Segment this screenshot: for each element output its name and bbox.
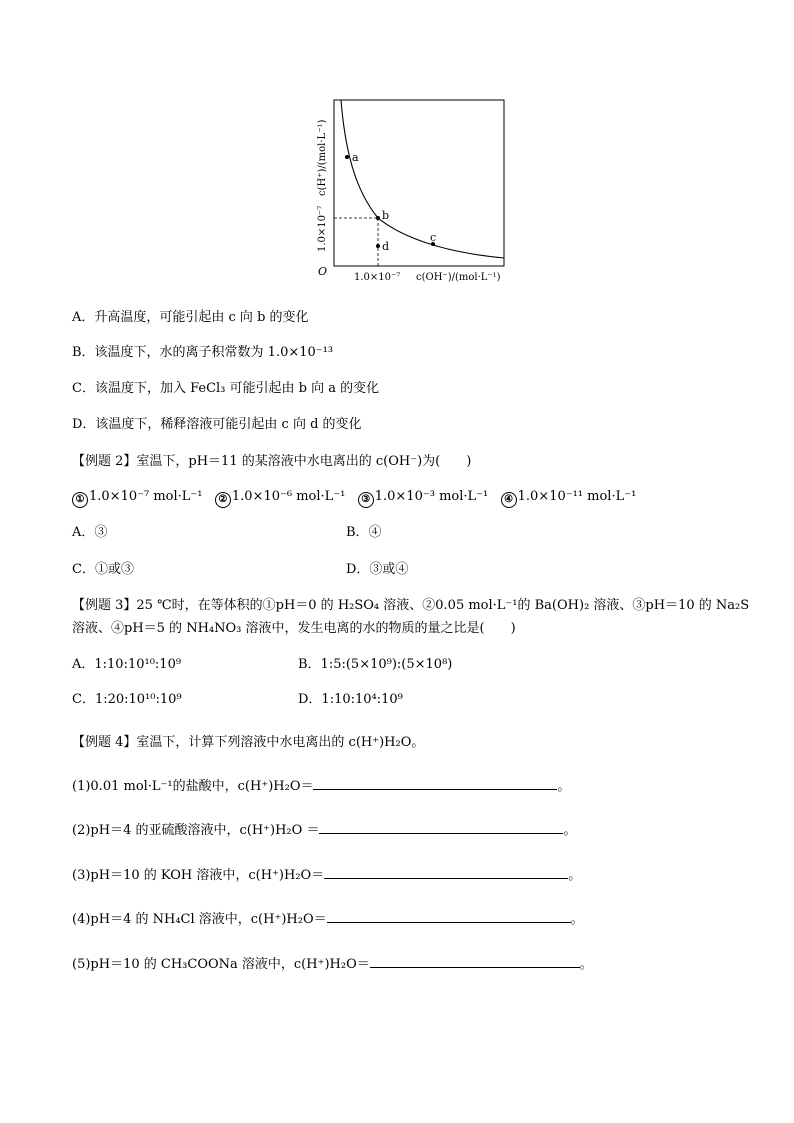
q1-option-c: C．该温度下，加入 FeCl₃ 可能引起由 b 向 a 的变化 <box>72 381 380 396</box>
q4-item-2: (2)pH＝4 的亚硫酸溶液中，c(H⁺)H₂O ＝ 。 <box>72 823 577 838</box>
q3-stem-line-1: 【例题 3】25 ℃时，在等体积的①pH＝0 的 H₂SO₄ 溶液、②0.05 mol·L⁻¹的 Ba(OH)₂ 溶液、③pH＝10 的 Na₂S <box>72 598 750 613</box>
kw-curve-figure <box>0 0 794 300</box>
q4-item-4: (4)pH＝4 的 NH₄Cl 溶液中，c(H⁺)H₂O＝ 。 <box>72 912 584 927</box>
x-tick-label: 1.0×10⁻⁷ <box>354 272 401 283</box>
figure-frame <box>334 100 504 266</box>
q3-option-b: B．1:5:(5×10⁹):(5×10⁸) <box>298 657 453 672</box>
answer-blank-2[interactable] <box>319 821 563 834</box>
point-b-label: b <box>382 209 390 222</box>
q2-option-b: B．④ <box>346 525 382 540</box>
answer-blank-5[interactable] <box>370 955 580 968</box>
q3-option-a: A．1:10:10¹⁰:10⁹ <box>72 657 182 672</box>
y-tick-label: 1.0×10⁻⁷ <box>317 205 328 252</box>
kw-curve <box>341 100 504 258</box>
q2-item-4: ④ 1.0×10⁻¹¹ mol·L⁻¹ <box>501 489 637 504</box>
q2-item-3: ③ 1.0×10⁻³ mol·L⁻¹ <box>358 489 488 504</box>
q2-option-d: D．③或④ <box>346 562 409 577</box>
point-c-label: c <box>430 231 437 244</box>
point-d-label: d <box>382 240 390 253</box>
q3-option-c: C．1:20:10¹⁰:10⁹ <box>72 692 182 707</box>
x-axis-label: c(OH⁻)/(mol·L⁻¹) <box>416 272 501 283</box>
answer-blank-4[interactable] <box>327 910 571 923</box>
point-d-dot <box>376 244 380 248</box>
q2-stem: 【例题 2】室温下，pH＝11 的某溶液中水电离出的 c(OH⁻)为( ) <box>72 454 472 469</box>
q2-option-a: A．③ <box>72 525 108 540</box>
q4-item-5: (5)pH＝10 的 CH₃COONa 溶液中，c(H⁺)H₂O＝ 。 <box>72 957 593 972</box>
q2-option-c: C．①或③ <box>72 562 134 577</box>
q1-option-b: B．该温度下，水的离子积常数为 1.0×10⁻¹³ <box>72 345 334 360</box>
circled-number-icon: ④ <box>501 492 517 508</box>
q2-items-row <box>72 488 636 508</box>
circled-number-icon: ③ <box>358 492 374 508</box>
answer-blank-3[interactable] <box>324 866 568 879</box>
answer-blank-1[interactable] <box>313 777 557 790</box>
q4-stem: 【例题 4】室温下，计算下列溶液中水电离出的 c(H⁺)H₂O。 <box>72 735 425 750</box>
point-a-label: a <box>352 151 359 164</box>
circled-number-icon: ① <box>72 492 88 508</box>
point-a-dot <box>345 155 349 159</box>
q3-option-d: D．1:10:10⁴:10⁹ <box>298 692 403 707</box>
q1-option-d: D．该温度下，稀释溶液可能引起由 c 向 d 的变化 <box>72 417 362 432</box>
q2-item-2: ② 1.0×10⁻⁶ mol·L⁻¹ <box>215 489 345 504</box>
q1-option-a: A．升高温度，可能引起由 c 向 b 的变化 <box>72 310 309 325</box>
q3-stem-line-2: 溶液、④pH＝5 的 NH₄NO₃ 溶液中，发生电离的水的物质的量之比是( ) <box>72 621 516 636</box>
circled-number-icon: ② <box>215 492 231 508</box>
q2-item-1: ① 1.0×10⁻⁷ mol·L⁻¹ <box>72 489 202 504</box>
point-b-dot <box>376 216 380 220</box>
q4-item-3: (3)pH＝10 的 KOH 溶液中，c(H⁺)H₂O＝ 。 <box>72 868 582 883</box>
y-axis-label: c(H⁺)/(mol·L⁻¹) <box>317 119 328 196</box>
q4-item-1: (1)0.01 mol·L⁻¹的盐酸中，c(H⁺)H₂O＝ 。 <box>72 779 571 794</box>
origin-label: O <box>318 265 328 278</box>
